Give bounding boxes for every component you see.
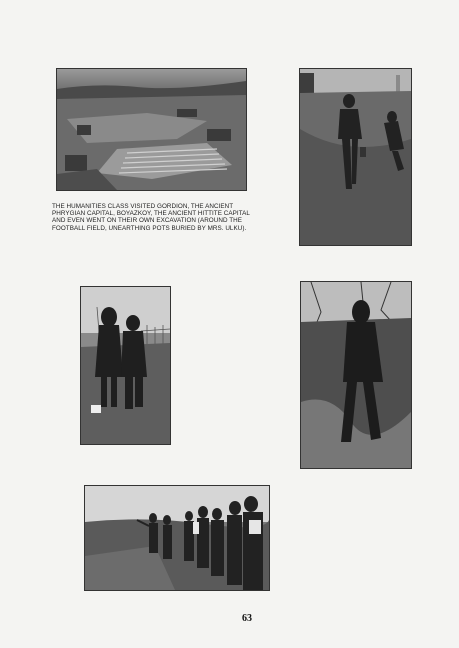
- photo-person-on-grass: [300, 281, 412, 469]
- photo-caption: THE HUMANITIES CLASS VISITED GORDION, THE ANCIENT PHRYGIAN CAPITAL, BOYAZKOY, THE ANCIENT HITTITE CAPITAL AND EVEN WENT ON THEIR OWN EXCAVATION (AROUND THE FOOTBALL FIELD, UNEARTHING POTS BURIED BY MRS. ULKU).: [52, 203, 250, 232]
- page-number: 63: [242, 613, 252, 624]
- photo-two-women: [80, 286, 171, 445]
- photo-gordion-ruins: [56, 68, 247, 191]
- photo-field-walkers: [299, 68, 412, 246]
- photo-group-pointing: [84, 485, 270, 591]
